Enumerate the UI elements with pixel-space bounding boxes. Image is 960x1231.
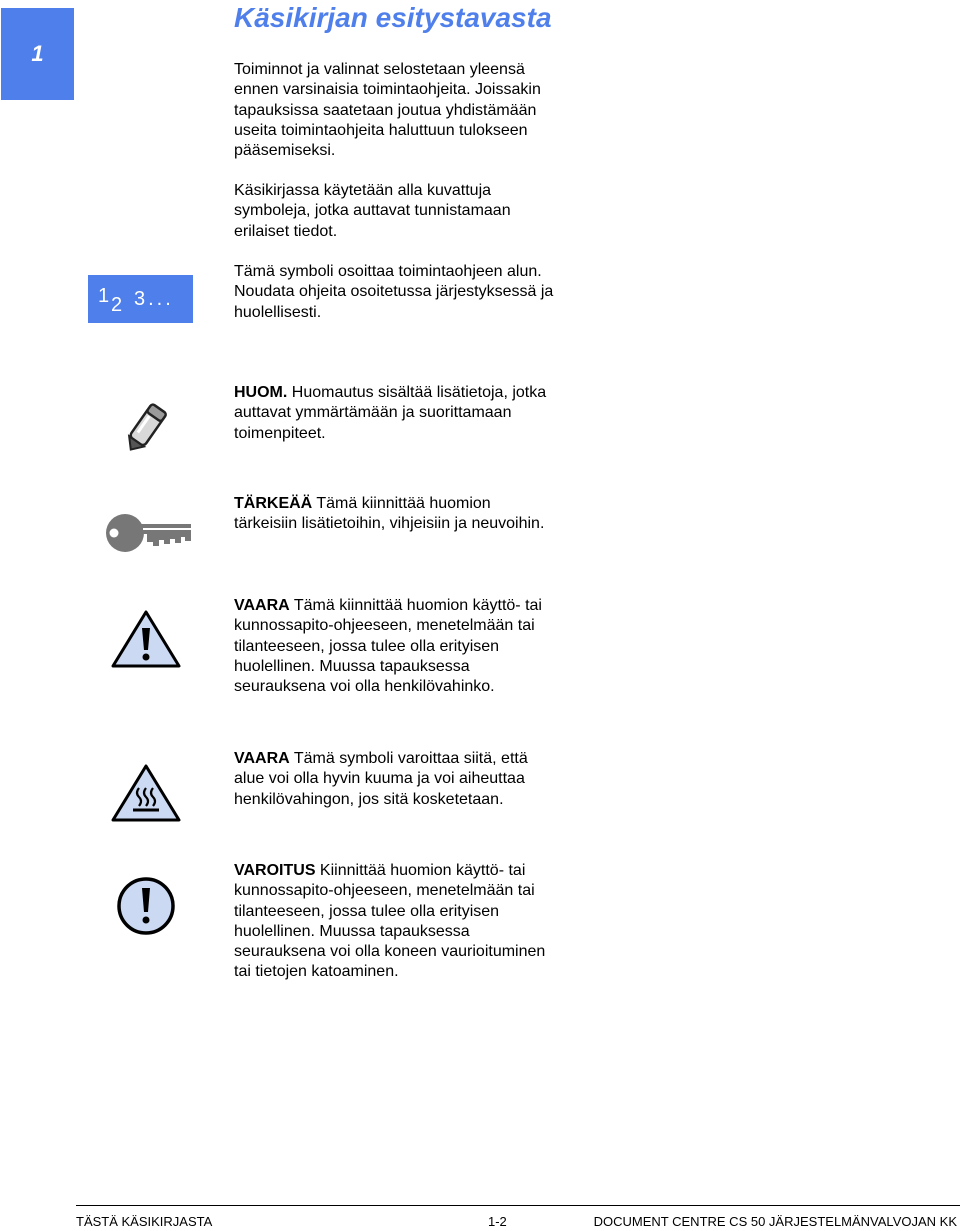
intro-paragraph-2: Käsikirjassa käytetään alla kuvattuja symboleja, jotka auttavat tunnistamaan erilaiset tiedot. bbox=[234, 182, 511, 240]
hot-surface-icon bbox=[111, 764, 181, 822]
steps-123-icon: 1 2 3... bbox=[88, 275, 193, 323]
caution-label: VAROITUS bbox=[234, 862, 316, 879]
important-paragraph bbox=[234, 494, 544, 535]
caution-paragraph bbox=[234, 861, 545, 983]
note-text: Huomautus sisältää lisätietoja, jotka auttavat ymmärtämään ja suorittamaan toimenpiteet. bbox=[234, 384, 547, 442]
page-title: Käsikirjan esitystavasta bbox=[234, 2, 552, 33]
important-label: TÄRKEÄÄ bbox=[234, 495, 313, 512]
warning-label: VAARA bbox=[234, 597, 290, 614]
page-footer bbox=[76, 1205, 960, 1231]
warning-text: Tämä kiinnittää huomion käyttö- tai kunnossapito-ohjeeseen, menetelmään tai tilanteeseen, jossa tulee olla erityisen huolellinen. Muussa tapauksessa seurauksena voi olla henkilövahinko. bbox=[234, 597, 542, 696]
footer-section-title: TÄSTÄ KÄSIKIRJASTA bbox=[76, 1214, 213, 1229]
steps-description: Tämä symboli osoittaa toimintaohjeen alun. Noudata ohjeita osoitetussa järjestyksessä ja huolellisesti. bbox=[234, 263, 554, 321]
chapter-number: 1 bbox=[31, 41, 44, 66]
footer-page-number: 1-2 bbox=[488, 1214, 507, 1229]
caution-circle-icon bbox=[116, 876, 176, 936]
footer-document-title: DOCUMENT CENTRE CS 50 JÄRJESTELMÄNVALVOJAN KK bbox=[593, 1214, 957, 1229]
pen-icon bbox=[118, 396, 178, 454]
important-text: Tämä kiinnittää huomion tärkeisiin lisätietoihin, vihjeisiin ja neuvoihin. bbox=[234, 495, 545, 533]
caution-text: Kiinnittää huomion käyttö- tai kunnossapito-ohjeeseen, menetelmään tai tilanteeseen, jossa tulee olla erityisen huolellinen. Muussa tapauksessa seurauksena voi olla koneen vaurioituminen tai tietojen katoaminen. bbox=[234, 862, 546, 981]
chapter-tab bbox=[1, 8, 74, 100]
hot-label: VAARA bbox=[234, 750, 290, 767]
note-paragraph bbox=[234, 383, 546, 444]
hot-text: Tämä symboli varoittaa siitä, että alue voi olla hyvin kuuma ja voi aiheuttaa henkilövahingon, jos sitä kosketetaan. bbox=[234, 750, 528, 808]
warning-paragraph bbox=[234, 596, 542, 697]
intro-paragraph-1: Toiminnot ja valinnat selostetaan yleensä ennen varsinaisia toimintaohjeita. Joissakin tapauksissa saatetaan joutua yhdistämään useita toimintaohjeita haluttuun tulokseen pääsemiseksi. bbox=[234, 61, 541, 160]
key-icon bbox=[103, 510, 193, 556]
hot-paragraph bbox=[234, 749, 528, 810]
note-label: HUOM. bbox=[234, 384, 288, 401]
warning-triangle-icon bbox=[111, 610, 181, 668]
